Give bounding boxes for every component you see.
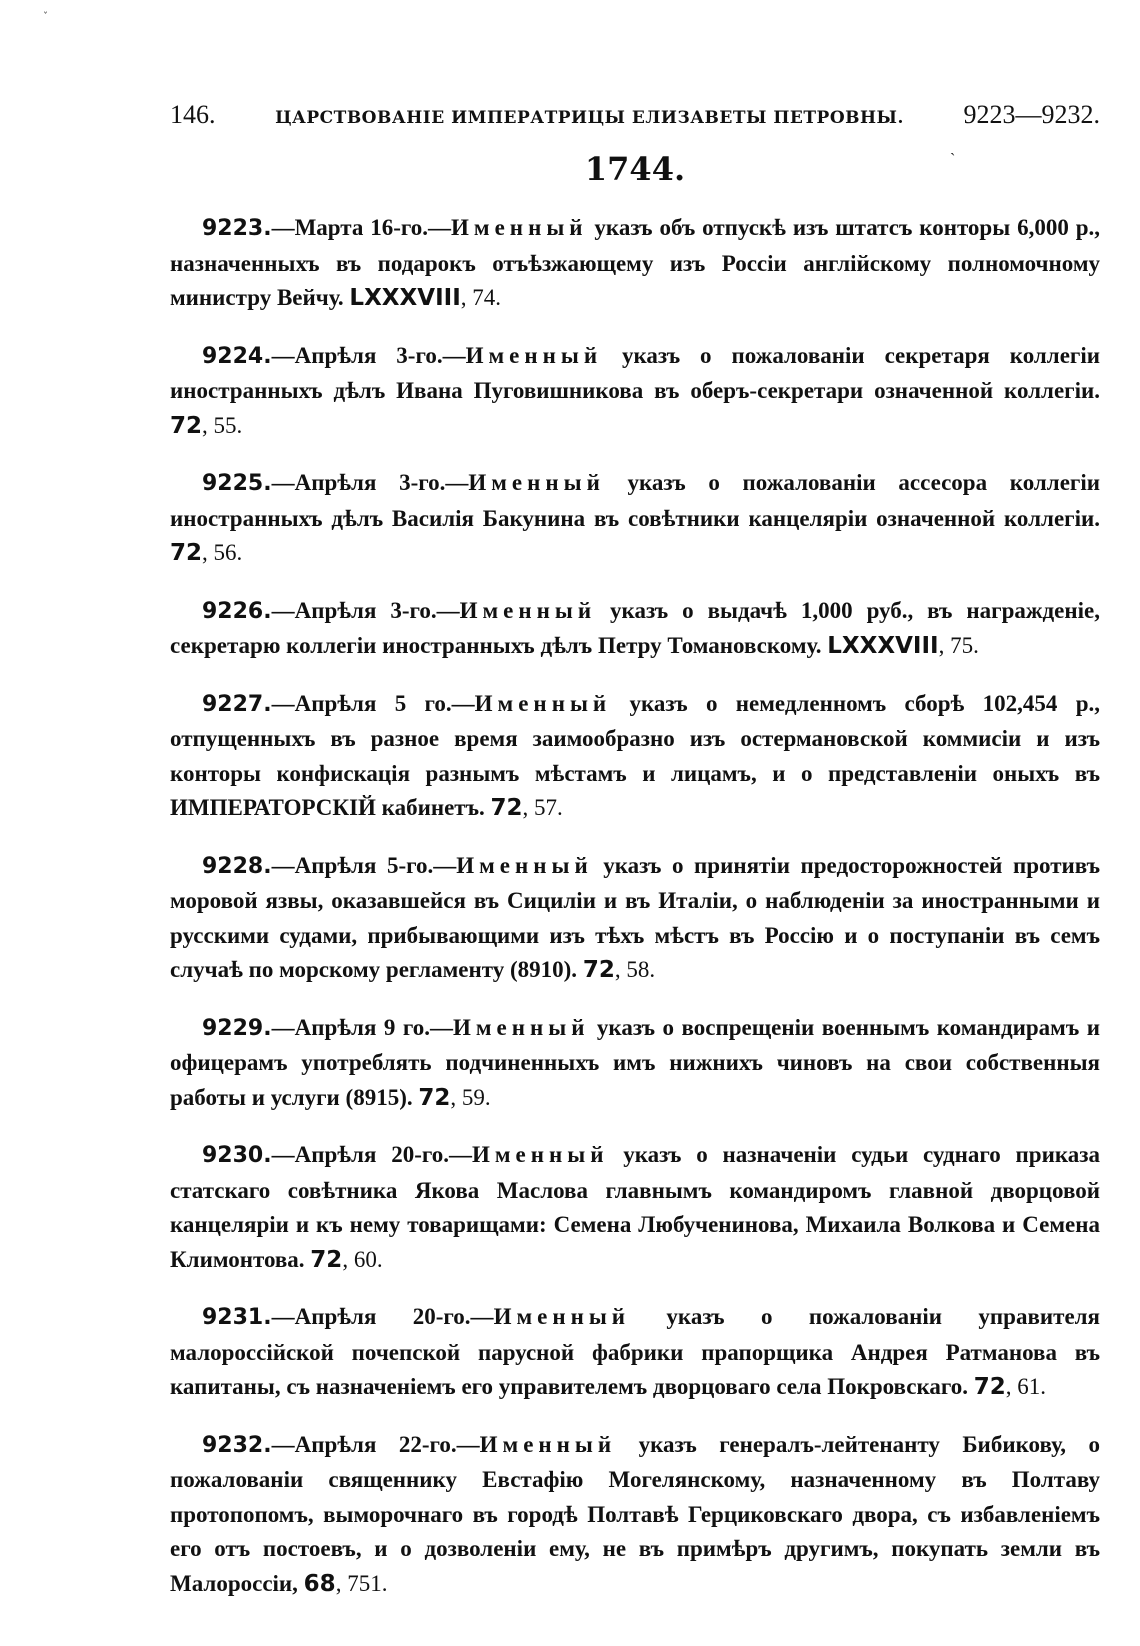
entry-text: указъ о пожалованіи управителя малороссійской почепской парусной фабрики прапорщика Андрея Ратманова въ капитаны, съ назначеніемъ его управителемъ дворцоваго села Покровскаго. — [170, 1304, 1100, 1399]
entry-number: 9225. — [202, 471, 272, 496]
entry-volume: 72 — [973, 1374, 1006, 1400]
entry-kind: Именный — [456, 852, 593, 878]
entry-number: 9227. — [202, 691, 272, 717]
entry-date: —Апрѣля 3-го.— — [271, 342, 466, 368]
entry-text: указъ о пожалованіи ассесора коллегіи иностранныхъ дѣлъ Василія Бакунина въ совѣтники канцеляріи означенной коллегіи. — [170, 470, 1100, 531]
entry-ref: , 59. — [450, 1084, 491, 1110]
entry-number: 9230. — [202, 1143, 272, 1168]
entry-kind: Именный — [493, 1304, 631, 1329]
entry-number: 9228. — [202, 853, 272, 879]
pencil-tick: ˏ — [950, 137, 956, 156]
entry-text: указъ объ отпускѣ изъ штатсъ конторы 6,000 р., назначенныхъ въ подарокъ отъѣзжающему изъ Россіи англійскому полномочному министру Вейчу. — [170, 215, 1100, 310]
entry-ref: , 55. — [202, 412, 243, 438]
entry-kind: Именный — [451, 215, 588, 240]
entry-number: 9232. — [202, 1432, 272, 1458]
entry-text: указъ о выдачѣ 1,000 руб., въ награжденіе, секретарю коллегіи иностранныхъ дѣлъ Петру Томановскому. — [170, 597, 1100, 658]
entry-date: —Апрѣля 3-го.— — [271, 470, 469, 495]
entry-date: —Апрѣля 5-го.— — [271, 852, 457, 878]
entry-date: —Апрѣля 5 го.— — [271, 690, 475, 716]
entry-number: 9226. — [202, 598, 272, 624]
entry-volume: 68 — [303, 1570, 336, 1597]
entries-list — [170, 211, 1100, 1601]
entry-kind: Именный — [474, 690, 612, 716]
decree-entry — [170, 466, 1100, 571]
document-page — [170, 100, 1100, 1597]
decree-entry — [170, 594, 1100, 664]
decree-entry — [170, 1138, 1100, 1277]
decree-entry — [170, 211, 1100, 316]
entry-text: указъ о пожалованіи секретаря коллегіи иностранныхъ дѣлъ Ивана Пуговишникова въ оберъ-секретари означенной коллегіи. — [170, 342, 1100, 403]
entry-date: —Апрѣля 3-го.— — [271, 597, 460, 623]
entry-text: указъ о назначеніи судьи суднаго приказа статскаго совѣтника Якова Маслова главнымъ командиромъ главной дворцовой канцеляріи и къ нему товарищами: Семена Любученинова, Михаила Волкова и Семена Климонтова. — [170, 1142, 1100, 1272]
entry-kind: Именный — [465, 342, 603, 368]
entry-kind: Именный — [468, 470, 605, 495]
entry-kind: Именный — [479, 1431, 617, 1457]
scan-mark: ˇ — [43, 12, 48, 23]
entry-ref: , 57. — [522, 795, 563, 820]
entry-date: —Апрѣля 20-го.— — [271, 1304, 494, 1329]
entry-number: 9223. — [202, 216, 272, 241]
running-title: ЦАРСТВОВАНІЕ ИМПЕРАТРИЦЫ ЕЛИЗАВЕТЫ ПЕТРОВНЫ. — [275, 108, 904, 128]
entry-volume: 72 — [418, 1084, 451, 1111]
entry-volume: LXXXVIII — [827, 633, 939, 659]
year-heading: 1744. — [584, 150, 686, 188]
entry-volume: 72 — [170, 412, 203, 439]
entry-ref: , 56. — [202, 540, 243, 565]
entry-ref: , 60. — [342, 1246, 383, 1272]
entry-number: 9231. — [202, 1305, 272, 1330]
entry-ref: , 61. — [1005, 1374, 1047, 1399]
entry-text: указъ о немедленномъ сборѣ 102,454 р., отпущенныхъ въ разное время заимообразно изъ остермановской коммисіи и изъ конторы конфискація разнымъ мѣстамъ и лицамъ, и о представленіи оныхъ въ ИМПЕРАТОРСКІЙ кабинетъ. — [170, 690, 1100, 820]
running-head — [170, 100, 1100, 144]
entry-volume: 72 — [582, 957, 615, 983]
entry-number: 9224. — [202, 343, 272, 369]
entry-number: 9229. — [202, 1015, 272, 1041]
entry-text: указъ о принятіи предосторожностей противъ моровой язвы, оказавшейся въ Сициліи и въ Италіи, о наблюденіи за иностранными и русскими судами, прибывающими изъ тѣхъ мѣстъ въ Россію и о поступаніи въ семъ случаѣ по морскому регламенту (8910). — [170, 852, 1100, 982]
entry-text: указъ генералъ-лейтенанту Бибикову, о пожалованіи священнику Евстафію Могелянскому, назначенному въ Полтаву протопопомъ, выморочнаго въ городѣ Полтавѣ Герциковскаго двора, съ избавленіемъ его отъ постоевъ, и о дозволеніи ему, не въ примѣръ другимъ, покупать земли въ Малороссіи, — [170, 1431, 1100, 1596]
page-number: 146. — [170, 100, 216, 129]
entry-volume: 72 — [310, 1246, 343, 1273]
entry-date: —Апрѣля 20-го.— — [271, 1142, 472, 1167]
entry-kind: Именный — [471, 1142, 609, 1167]
entry-ref: , 58. — [614, 957, 656, 982]
entry-volume: 72 — [490, 795, 523, 821]
decree-entry — [170, 849, 1100, 988]
entry-date: —Апрѣля 22-го.— — [271, 1431, 480, 1457]
decree-entry — [170, 339, 1100, 444]
decree-entry — [170, 1300, 1100, 1405]
entry-ref: , 751. — [335, 1570, 388, 1596]
entry-volume: LXXXVIII — [349, 285, 461, 311]
decree-entry — [170, 687, 1100, 826]
decree-entry — [170, 1428, 1100, 1602]
entry-volume: 72 — [170, 540, 203, 566]
entry-date: —Апрѣля 9 го.— — [271, 1014, 453, 1040]
entry-range: 9223—9232. — [963, 100, 1100, 129]
entry-kind: Именный — [452, 1014, 590, 1040]
entry-date: —Марта 16-го.— — [271, 215, 452, 240]
entry-kind: Именный — [459, 597, 597, 623]
decree-entry — [170, 1011, 1100, 1116]
entry-text: указъ о воспрещеніи военнымъ командирамъ и офицерамъ употреблять подчиненныхъ имъ нижнихъ чиновъ на свои собственныя работы и услуги (8915). — [170, 1014, 1100, 1110]
entry-ref: , 75. — [938, 633, 979, 658]
entry-ref: , 74. — [460, 285, 501, 310]
